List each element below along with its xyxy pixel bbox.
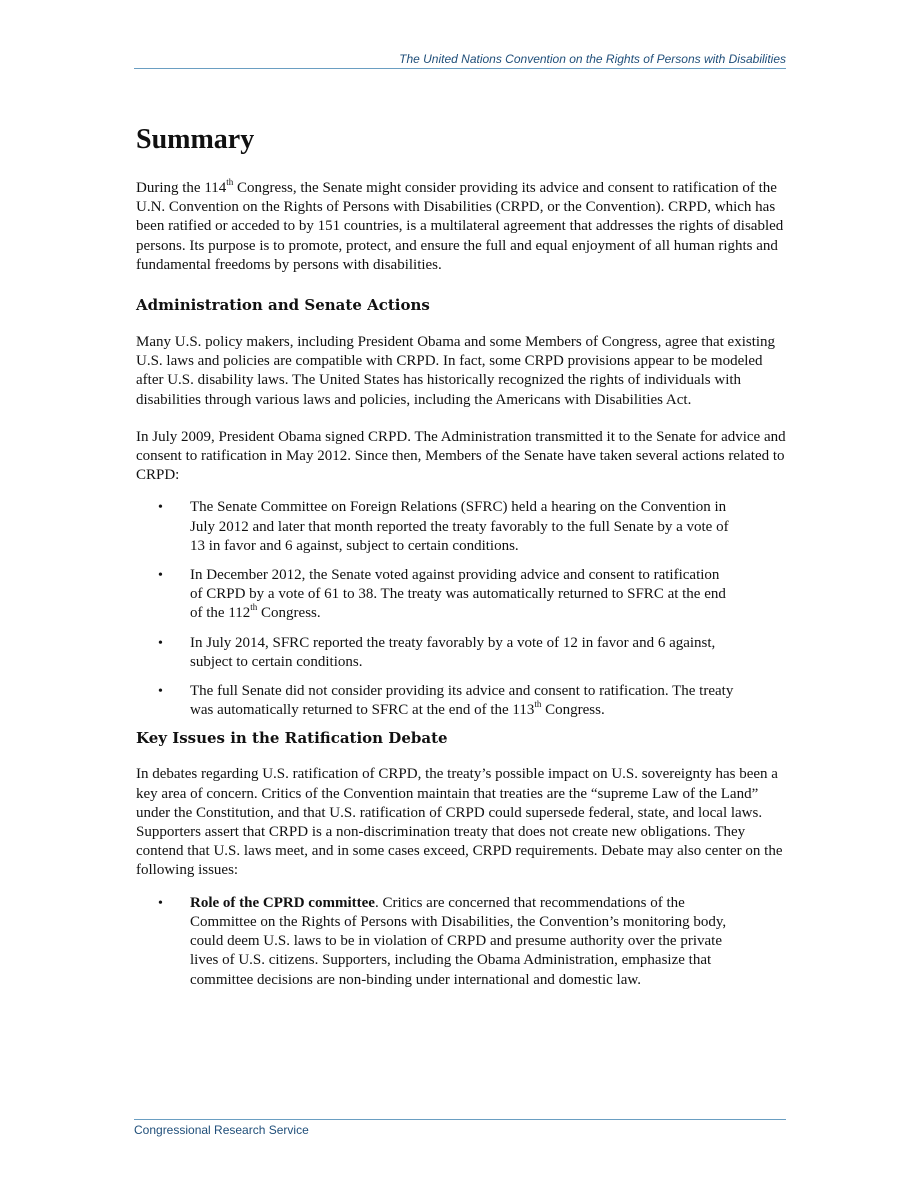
summary-intro-sup: th — [226, 177, 234, 187]
page-title: Summary — [136, 124, 255, 155]
page-footer — [134, 1119, 786, 1137]
issue-term: Role of the CPRD committee — [190, 894, 375, 911]
summary-intro-rest: Congress, the Senate might consider providing its advice and consent to ratification of the U.N. Convention on the Rights of Persons with Disabilities (CRPD, or the Convention). CRPD, which has been ratified or acceded to by 151 countries, is a multilateral agreement that addresses the rights of disabled persons. Its purpose is to promote, protect, and ensure the full and equal enjoyment of all human rights and fundamental freedoms by persons with disabilities. — [136, 180, 784, 273]
summary-intro-start: During the 114 — [136, 180, 227, 196]
list-item-text-end: Congress. — [257, 605, 321, 622]
list-item-sup: th — [250, 602, 258, 613]
list-item — [136, 498, 735, 556]
issues-list — [136, 894, 788, 990]
bullet-glyph: • — [158, 684, 163, 700]
bullet-glyph: • — [158, 500, 163, 516]
list-item-text: In December 2012, the Senate voted against providing advice and consent to ratification of CRPD by a vote of 61 to 38. The treaty was automatically returned to SFRC at the end of the 112 — [190, 567, 726, 622]
page-content — [136, 122, 788, 990]
list-item-text: The Senate Committee on Foreign Relations (SFRC) held a hearing on the Convention in July 2012 and later that month reported the treaty favorably to the full Senate by a vote of 13 in favor and 6 against, subject to certain conditions. — [190, 499, 729, 554]
list-item — [136, 894, 735, 990]
admin-section-heading: Administration and Senate Actions — [136, 296, 430, 315]
list-item-text-end: Congress. — [541, 702, 605, 719]
bullet-glyph: • — [158, 635, 163, 651]
list-item-sup: th — [534, 699, 542, 710]
list-item — [136, 634, 735, 672]
bullet-glyph: • — [158, 568, 163, 584]
issues-paragraph: In debates regarding U.S. ratification of CRPD, the treaty’s possible impact on U.S. sovereignty has been a key area of concern. Critics of the Convention maintain that treaties are the “supreme Law of the Land” under the Constitution, and that U.S. ratification of CRPD could supersede federal, state, and local laws. Supporters assert that CRPD is a non-discrimination treaty that does not create new obligations. They contend that U.S. laws meet, and in some cases exceed, CRPD requirements. Debate may also center on the following issues: — [136, 766, 783, 879]
running-header — [134, 52, 786, 69]
running-header-title: The United Nations Convention on the Rights of Persons with Disabilities — [399, 52, 786, 66]
list-item — [136, 566, 735, 624]
bullet-glyph: • — [158, 895, 163, 911]
senate-actions-list — [136, 498, 788, 720]
footer-publisher: Congressional Research Service — [134, 1123, 309, 1137]
admin-paragraph-2: In July 2009, President Obama signed CRPD. The Administration transmitted it to the Senate for advice and consent to ratification in May 2012. Since then, Members of the Senate have taken several actions related to CRPD: — [136, 428, 786, 484]
list-item-text: . Critics are concerned that recommendations of the Committee on the Rights of Persons with Disabilities, the Convention’s monitoring body, could deem U.S. laws to be in violation of CRPD and presume authority over the private lives of U.S. citizens. Supporters, including the Obama Administration, emphasize that committee decisions are non-binding under international and domestic law. — [190, 894, 727, 988]
list-item — [136, 682, 735, 720]
list-item-text: The full Senate did not consider providing its advice and consent to ratification. The treaty was automatically returned to SFRC at the end of the 113 — [190, 683, 734, 719]
issues-section-heading: Key Issues in the Ratification Debate — [136, 729, 448, 748]
admin-paragraph-1: Many U.S. policy makers, including President Obama and some Members of Congress, agree that existing U.S. laws and policies are compatible with CRPD. In fact, some CRPD provisions appear to be modeled after U.S. disability laws. The United States has historically recognized the rights of individuals with disabilities through various laws and policies, including the Americans with Disabilities Act. — [136, 334, 776, 408]
list-item-text: In July 2014, SFRC reported the treaty favorably by a vote of 12 in favor and 6 against, subject to certain conditions. — [190, 634, 716, 670]
summary-paragraph — [136, 179, 788, 275]
